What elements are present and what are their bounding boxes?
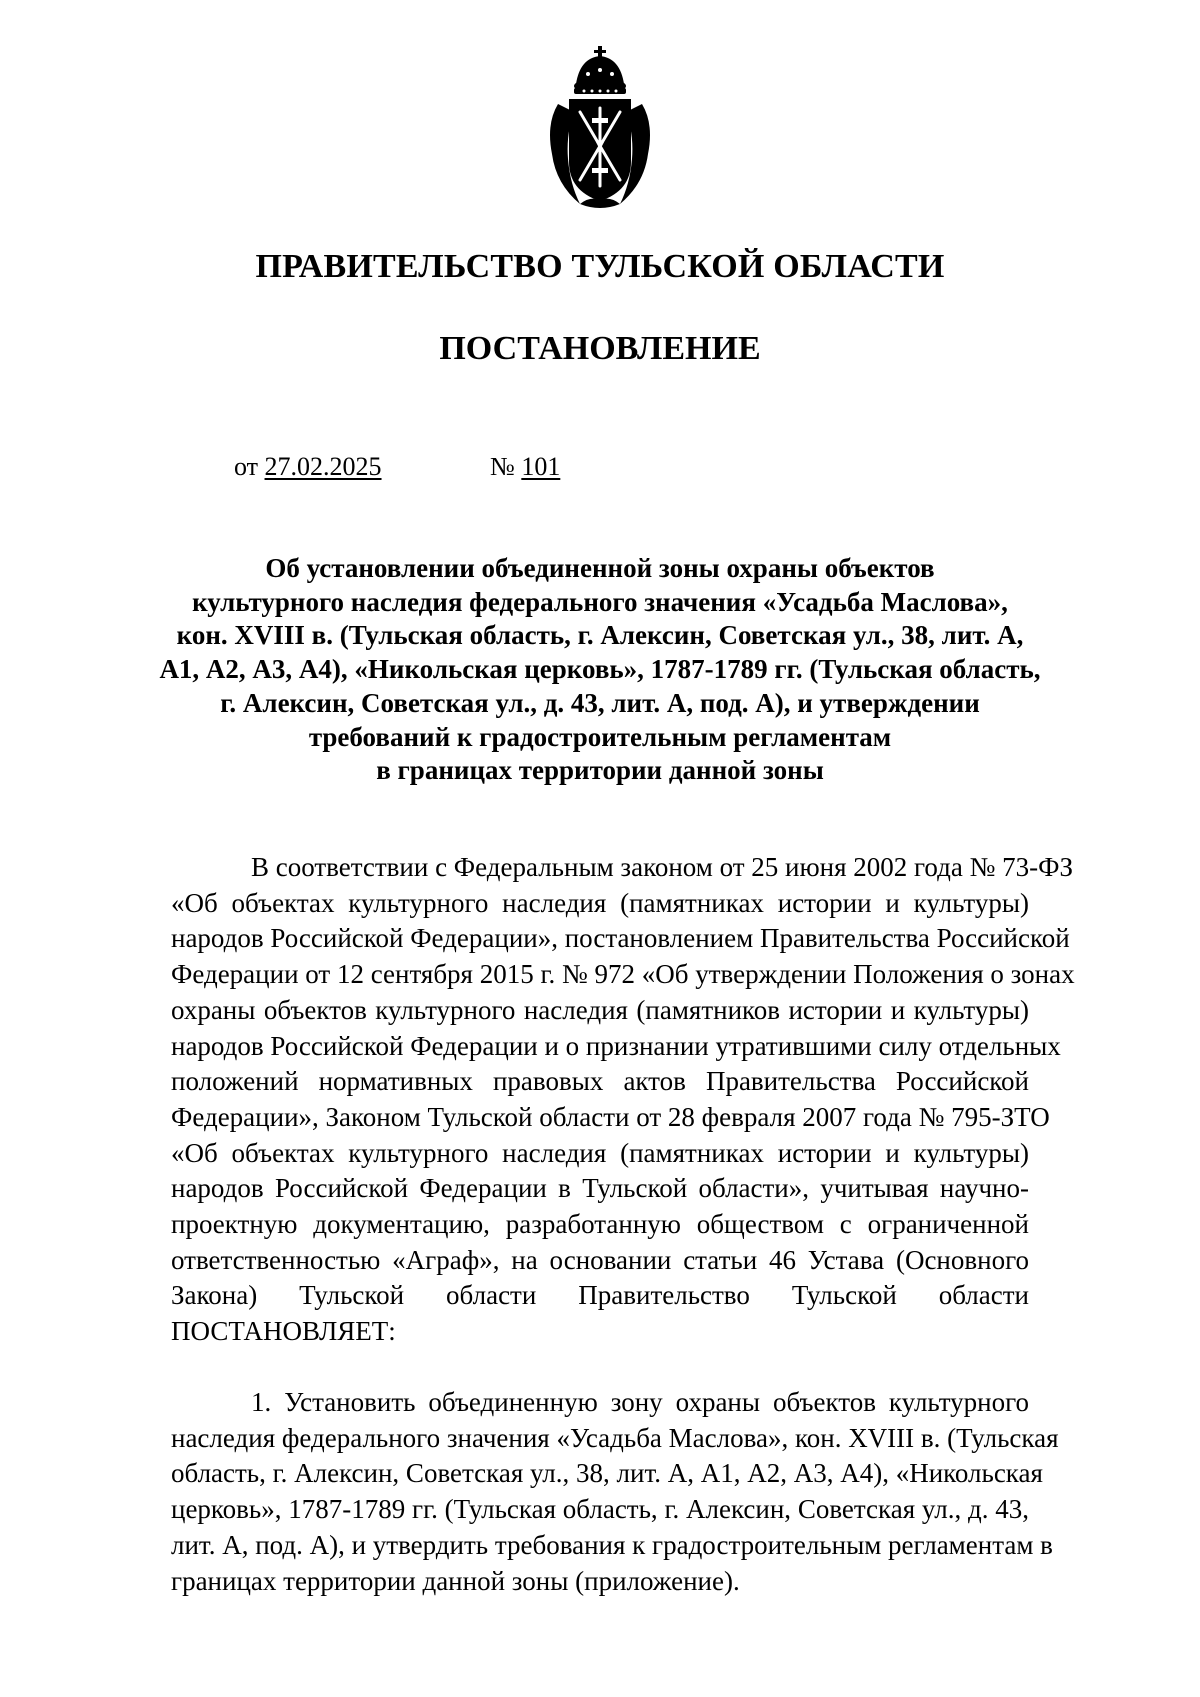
text-line: наследия федерального значения «Усадьба Маслова», кон. XVIII в. (Тульская xyxy=(171,1422,1059,1453)
text-line: 1. Установить объединенную зону охраны объектов культурного xyxy=(251,1387,1029,1417)
subject-line: г. Алексин, Советская ул., д. 43, лит. А, под. А), и утверждении xyxy=(220,687,980,718)
text-line: охраны объектов культурного наследия (памятников истории и культуры) xyxy=(171,994,1029,1025)
text-line: «Об объектах культурного наследия (памятниках истории и культуры) xyxy=(171,1137,1029,1168)
document-subject xyxy=(155,552,1045,788)
subject-line: культурного наследия федерального значения «Усадьба Маслова», xyxy=(192,586,1008,617)
date-value: 27.02.2025 xyxy=(264,452,382,481)
org-title: ПРАВИТЕЛЬСТВО ТУЛЬСКОЙ ОБЛАСТИ xyxy=(255,248,945,285)
text-line: ответственностью «Аграф», на основании статьи 46 Устава (Основного xyxy=(171,1244,1029,1275)
text-line: народов Российской Федерации», постановлением Правительства Российской xyxy=(171,923,1070,954)
document-date xyxy=(234,452,382,482)
subject-line: Об установлении объединенной зоны охраны объектов xyxy=(265,553,935,583)
subject-line: кон. XVIII в. (Тульская область, г. Алексин, Советская ул., 38, лит. А, xyxy=(176,620,1024,651)
text-line: Закона) Тульской области Правительство Тульской области xyxy=(171,1280,1029,1311)
text-line: положений нормативных правовых актов Правительства Российской xyxy=(171,1066,1029,1097)
text-line: Федерации от 12 сентября 2015 г. № 972 «Об утверждении Положения о зонах xyxy=(171,959,1075,990)
text-line: проектную документацию, разработанную обществом с ограниченной xyxy=(171,1209,1029,1240)
text-line: границах территории данной зоны (приложение). xyxy=(171,1565,740,1596)
subject-line: в границах территории данной зоны xyxy=(376,755,824,786)
subject-line: А1, А2, А3, А4), «Никольская церковь», 1787-1789 гг. (Тульская область, xyxy=(159,654,1041,685)
subject-line: требований к градостроительным регламентам xyxy=(308,721,892,752)
text-line: лит. А, под. А), и утвердить требования к градостроительным регламентам в xyxy=(171,1529,1053,1560)
text-line: народов Российской Федерации и о признании утратившими силу отдельных xyxy=(171,1030,1061,1061)
text-line: В соответствии с Федеральным законом от 25 июня 2002 года № 73-ФЗ xyxy=(251,852,1073,882)
document-number xyxy=(490,452,560,482)
date-prefix: от xyxy=(234,452,259,481)
text-line: область, г. Алексин, Советская ул., 38, лит. А, А1, А2, А3, А4), «Никольская xyxy=(171,1458,1043,1489)
number-value: 101 xyxy=(521,452,561,481)
text-line: церковь», 1787-1789 гг. (Тульская область, г. Алексин, Советская ул., д. 43, xyxy=(171,1494,1029,1525)
text-line: народов Российской Федерации в Тульской области», учитывая научно- xyxy=(171,1173,1029,1204)
clause-1-paragraph xyxy=(171,1385,1059,1599)
doc-type-title: ПОСТАНОВЛЕНИЕ xyxy=(439,330,761,367)
number-prefix: № xyxy=(490,452,515,481)
text-line: «Об объектах культурного наследия (памятниках истории и культуры) xyxy=(171,887,1029,918)
decree-word: ПОСТАНОВЛЯЕТ: xyxy=(171,1316,396,1347)
text-line: Федерации», Законом Тульской области от 28 февраля 2007 года № 795-ЗТО xyxy=(171,1101,1050,1132)
coat-of-arms-icon xyxy=(540,44,660,214)
preamble-paragraph xyxy=(171,850,1075,1350)
